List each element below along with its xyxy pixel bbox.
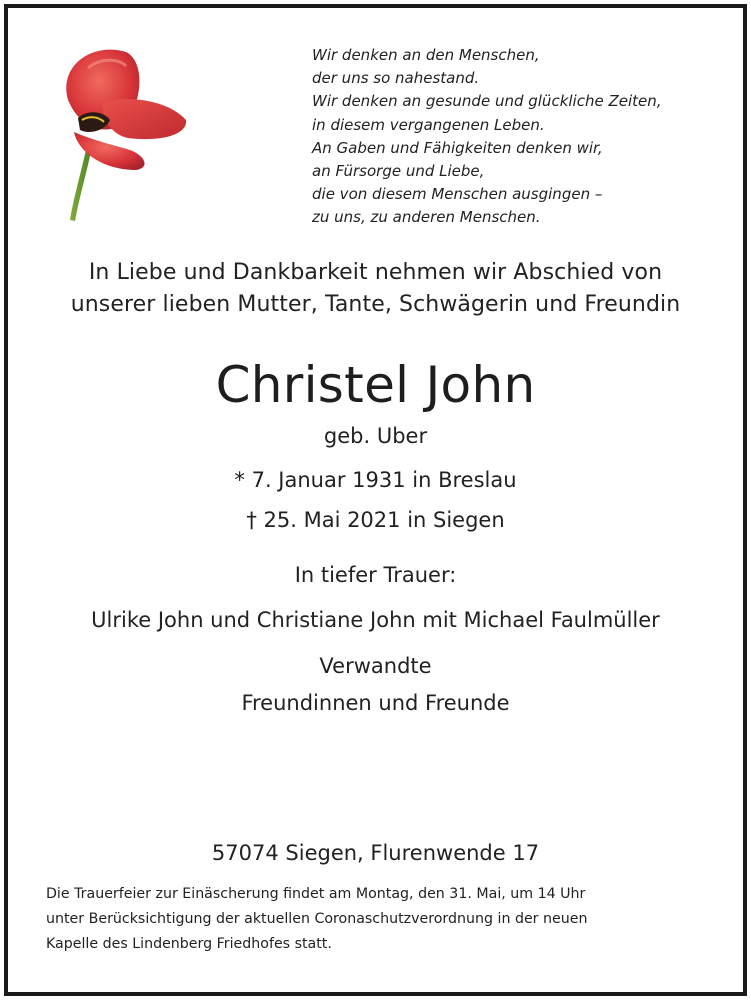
poem-line: Wir denken an den Menschen, [312, 46, 540, 64]
farewell-intro [0, 257, 751, 321]
funeral-info-line: Kapelle des Lindenberg Friedhofes statt. [46, 936, 332, 952]
deceased-name: Christel John [215, 356, 536, 414]
poem-line: an Fürsorge und Liebe, [312, 162, 485, 181]
mourners-friends: Freundinnen und Freunde [241, 691, 510, 715]
poem-line: in diesem vergangenen Leben. [312, 115, 545, 134]
mourners-relatives: Verwandte [319, 654, 432, 678]
funeral-info-line: Die Trauerfeier zur Einäscherung findet am Montag, den 31. Mai, um 14 Uhr [46, 886, 586, 902]
funeral-info [46, 882, 716, 957]
poem-line: die von diesem Menschen ausgingen – [312, 185, 603, 204]
memorial-poem [312, 44, 732, 230]
poem-line: zu uns, zu anderen Menschen. [312, 208, 541, 227]
death-date: † 25. Mai 2021 in Siegen [246, 508, 505, 532]
poem-line: der uns so nahestand. [312, 69, 480, 88]
intro-line-1: In Liebe und Dankbarkeit nehmen wir Abschied von [88, 260, 663, 285]
poem-line: Wir denken an gesunde und glückliche Zeiten, [312, 92, 662, 111]
tulip-icon [48, 40, 198, 225]
poem-line: An Gaben und Fähigkeiten denken wir, [312, 138, 603, 157]
maiden-name: geb. Uber [323, 424, 428, 448]
funeral-info-line: unter Berücksichtigung der aktuellen Coronaschutzverordnung in der neuen [46, 911, 588, 927]
mourning-heading: In tiefer Trauer: [294, 563, 457, 587]
mourners-family: Ulrike John und Christiane John mit Michael Faulmüller [91, 608, 660, 632]
intro-line-2: unserer lieben Mutter, Tante, Schwägerin und Freundin [70, 292, 681, 317]
birth-date: * 7. Januar 1931 in Breslau [234, 468, 517, 492]
mourner-address: 57074 Siegen, Flurenwende 17 [211, 841, 540, 865]
